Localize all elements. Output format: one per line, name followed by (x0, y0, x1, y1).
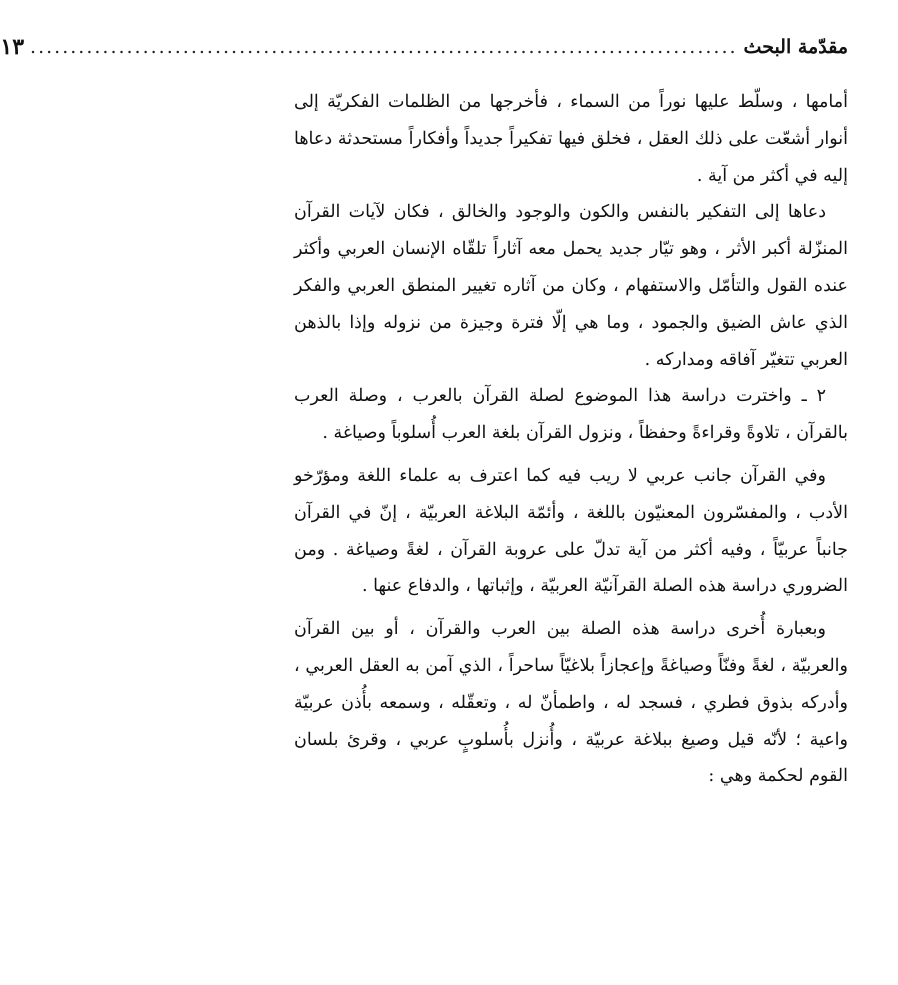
paragraph-1: أمامها ، وسلّط عليها نوراً من السماء ، فأخرجها من الظلمات الفكريّة إلى أنوار أشعّت على ذلك العقل ، فخلق فيها تفكيراً جديداً وأفكاراً مستحدثة دعاها إليه في أكثر من آية . (294, 92, 848, 186)
paragraph-3: ٢ ـ واخترت دراسة هذا الموضوع لصلة القرآن بالعرب ، وصلة العرب بالقرآن ، تلاوةً وقراءةً وحفظاً ، ونزول القرآن بلغة العرب أُسلوباً وصياغة . (294, 386, 848, 444)
page-number: ١٣ (0, 34, 25, 60)
paragraph-2: دعاها إلى التفكير بالنفس والكون والوجود والخالق ، فكان لآيات القرآن المنزّلة أكبر الأثر ، وهو تيّار جديد يحمل معه آثاراً تلقّاه الإنسان العربي وأكثر عنده القول والتأمّل والاستفهام ، وكان من آثاره تغيير المنطق العربي والفكر الذي عاش الضيق والجمود ، وما هي إلّا فترة وجيزة من نزوله وإذا بالذهن العربي تتغيّر آفاقه ومداركه . (294, 202, 848, 370)
section-title: مقدّمة البحث (743, 36, 848, 58)
running-header (0, 30, 848, 64)
dot-leader: ........................................................................................ (30, 36, 738, 58)
paragraph-4: وفي القرآن جانب عربي لا ريب فيه كما اعترف به علماء اللغة ومؤرّخو الأدب ، والمفسّرون المعنيّون باللغة ، وأئمّة البلاغة العربيّة ، إنّ في القرآن جانباً عربيّاً ، وفيه أكثر من آية تدلّ على عروبة القرآن ، لغةً وصياغة . ومن الضروري دراسة هذه الصلة القرآنيّة العربيّة ، وإثباتها ، والدفاع عنها . (294, 465, 848, 597)
paragraph-5: وبعبارة أُخرى دراسة هذه الصلة بين العرب والقرآن ، أو بين القرآن والعربيّة ، لغةً وفنّاً وصياغةً وإعجازاً بلاغيّاً ساحراً ، الذي آمن به العقل العربي ، وأدركه بذوق فطري ، فسجد له ، واطمأنّ له ، وتعقّله ، وسمعه بأُذن عربيّة واعية ؛ لأنّه قيل وصيغ ببلاغة عربيّة ، وأُنزل بأُسلوبٍ عربي ، وقرئ بلسان القوم لحكمة وهي : (294, 619, 848, 787)
body-text (294, 84, 848, 795)
